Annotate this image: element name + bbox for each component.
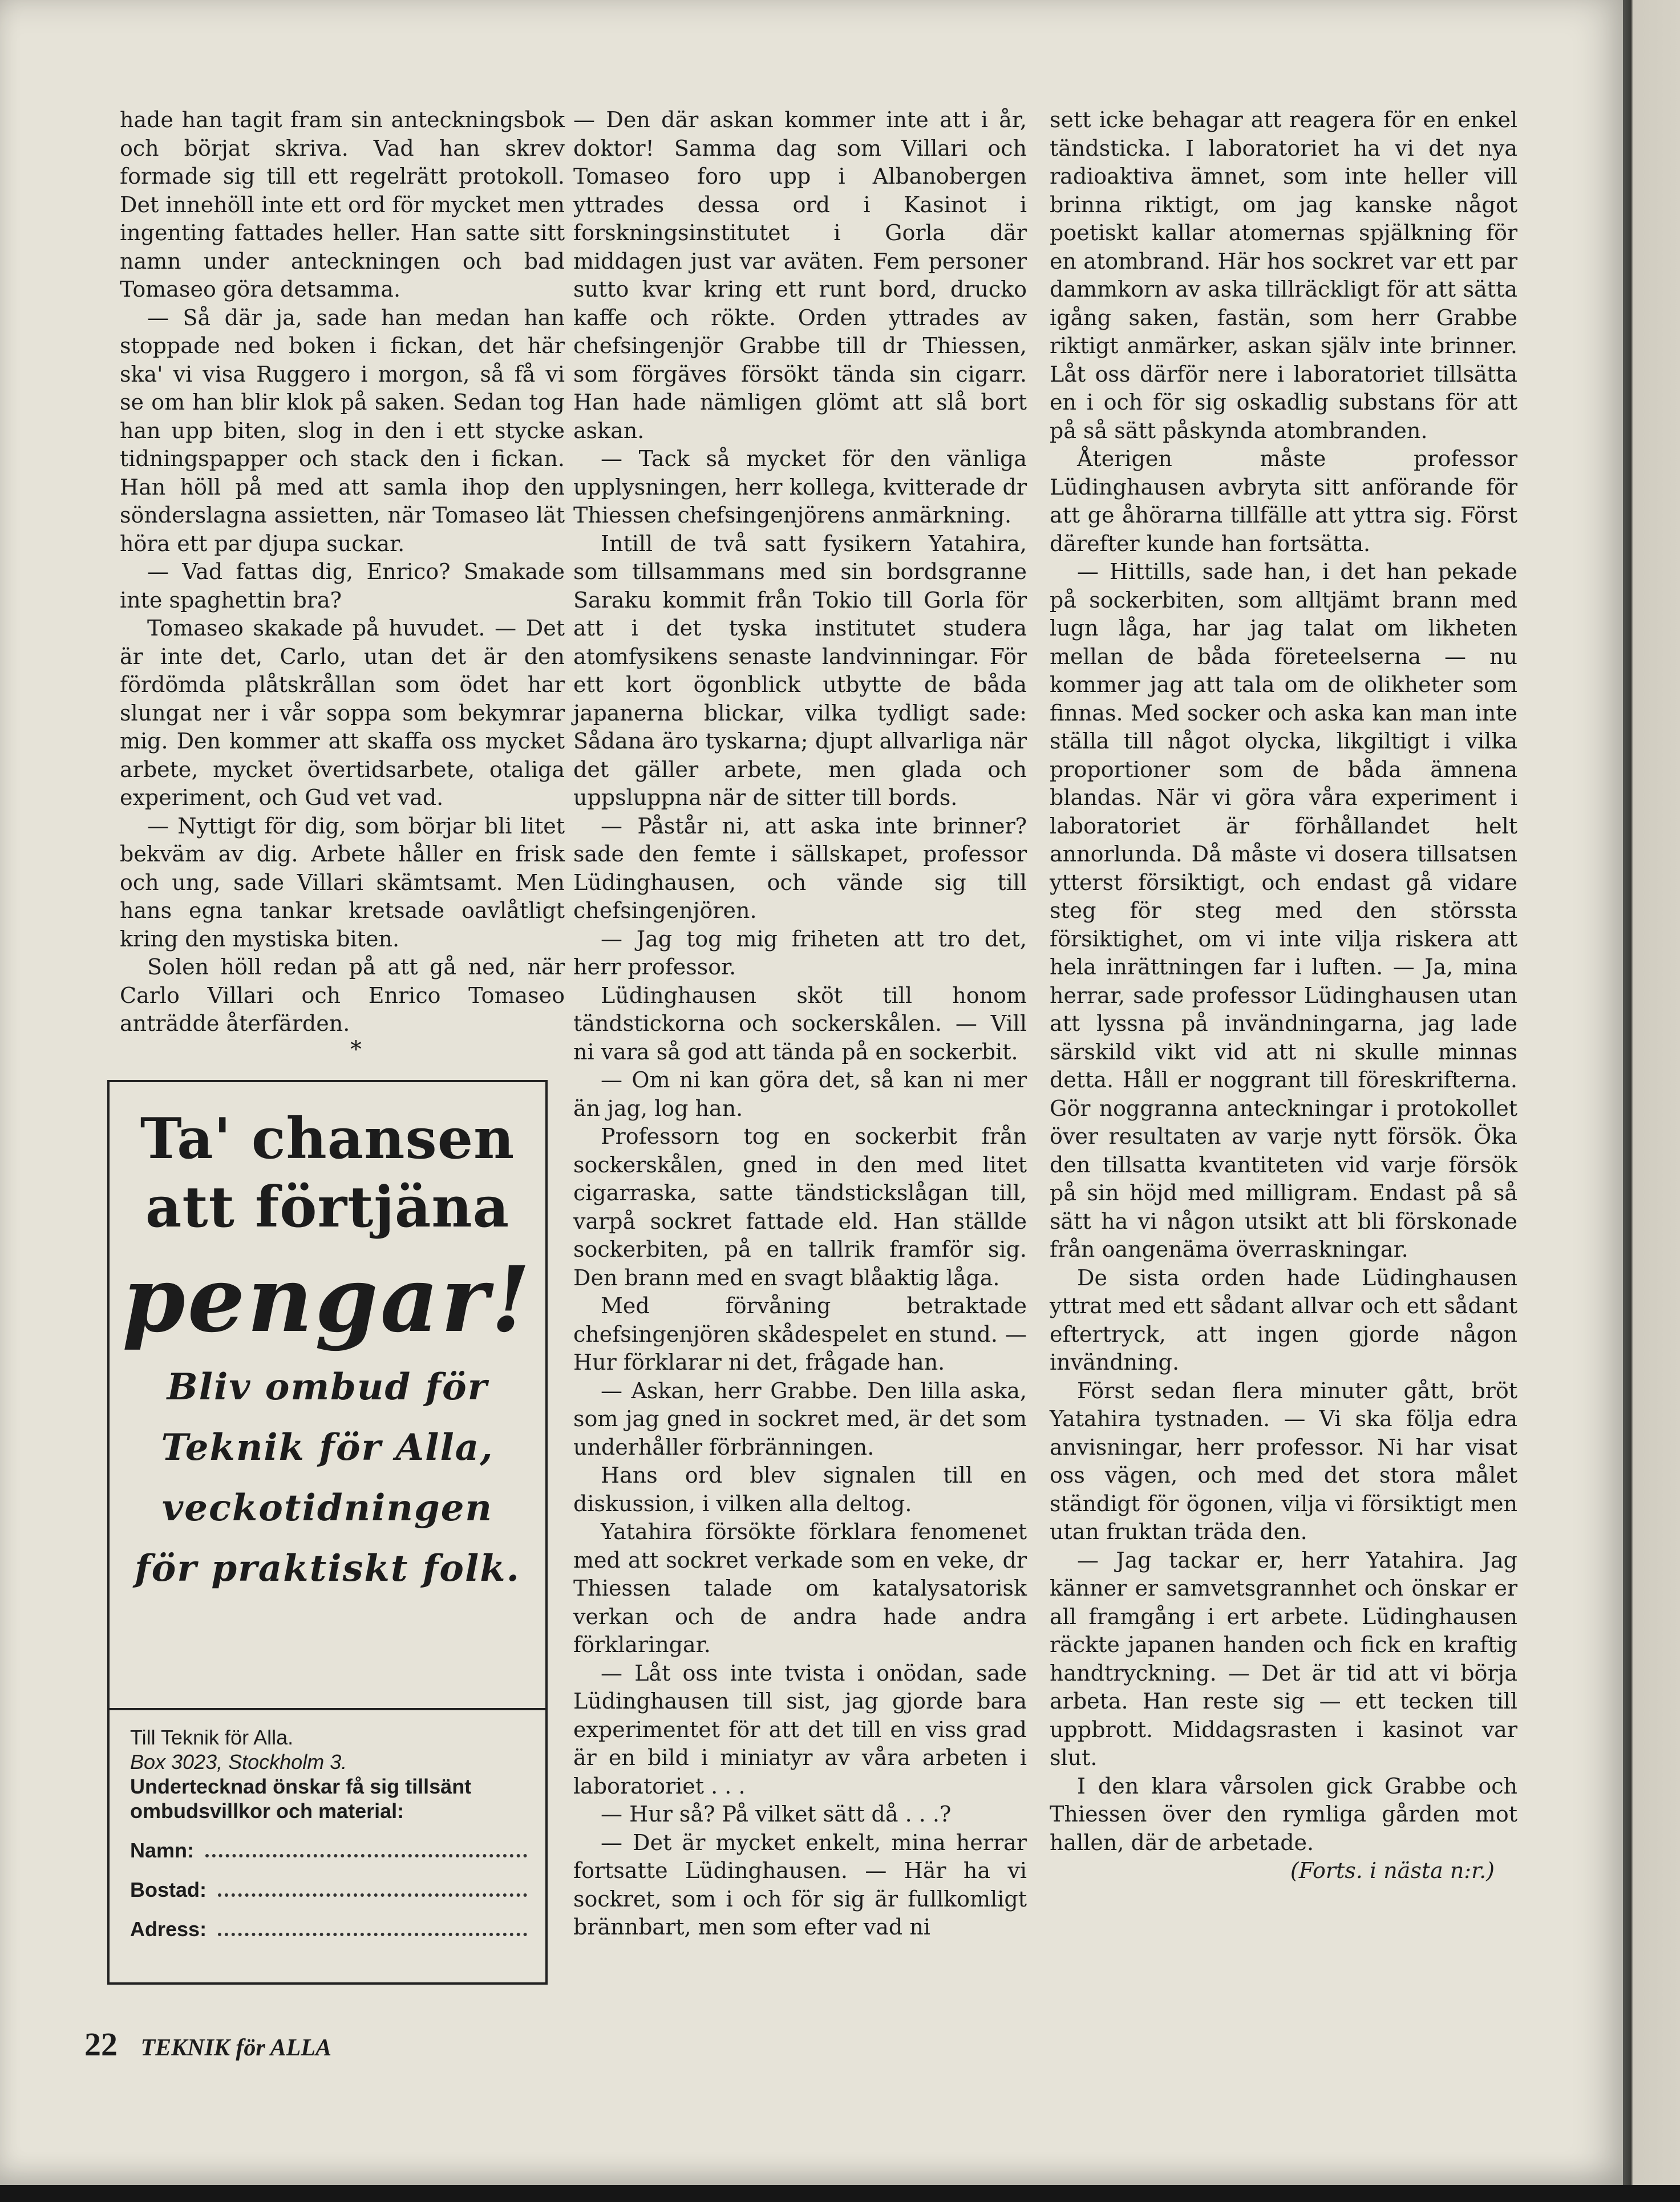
paragraph: hade han tagit fram sin anteckningsbok och börjat skriva. Vad han skrev formade sig till ett regelrätt protokoll. Det innehöll inte ett ord för mycket men ingenting fattades heller. Han satte sitt namn under anteckningen och bad Tomaseo göra detsamma. bbox=[120, 107, 565, 302]
paragraph: Först sedan flera minuter gått, bröt Yatahira tystnaden. — Vi ska följa edra anvisningar, herr professor. Ni har visat oss vägen, och med det stora målet ständigt för ögonen, vilja vi försiktigt men utan fruktan träda den. bbox=[1050, 1378, 1517, 1544]
paragraph: Hans ord blev signalen till en diskussion, i vilken alla deltog. bbox=[573, 1463, 1027, 1516]
paragraph: — Jag tackar er, herr Yatahira. Jag känner er samvetsgrannhet och önskar er all framgång i ert arbete. Lüdinghausen räckte japanen handen och fick en kraftig handtryckning. — Det är tid att vi börja arbeta. Han reste sig — ett tecken till uppbrott. Middagsrasten i kasinot var slut. bbox=[1050, 1547, 1517, 1770]
paragraph: Återigen måste professor Lüdinghausen avbryta sitt anförande för att ge åhörarna tillfälle att yttra sig. Först därefter kunde han fortsätta. bbox=[1050, 446, 1517, 556]
paragraph: Lüdinghausen sköt till honom tändstickorna och sockerskålen. — Vill ni vara så god att tända på en sockerbit. bbox=[573, 982, 1027, 1064]
paragraph: Yatahira försökte förklara fenomenet med att sockret verkade som en veke, dr Thiessen talade om katalysatorisk verkan och de andra hade andra förklaringar. bbox=[573, 1519, 1027, 1657]
ad-headline-line-2: att förtjäna bbox=[145, 1175, 510, 1240]
paragraph: — Låt oss inte tvista i onödan, sade Lüdinghausen till sist, jag gjorde bara experimentet för att det till en viss grad är en bild i miniatyr av våra arbeten i laboratoriet . . . bbox=[573, 1660, 1027, 1799]
address-dotted-line[interactable] bbox=[218, 1921, 527, 1936]
ad-body-line: för praktiskt folk. bbox=[135, 1547, 520, 1590]
ad-script-word: pengar! bbox=[122, 1247, 533, 1353]
text-column-2 bbox=[573, 106, 1027, 1942]
order-coupon bbox=[107, 1708, 548, 1987]
section-separator: * bbox=[350, 1036, 362, 1063]
paragraph: Professorn tog en sockerbit från sockerskålen, gned in den med litet cigarraska, satte tändstickslågan till, varpå sockret fattade eld. Han ställde sockerbiten, på en tallrik framför sig. Den brann med en svagt blåaktig låga. bbox=[573, 1124, 1027, 1290]
ad-body-line: Teknik för Alla, bbox=[161, 1426, 494, 1469]
paragraph: De sista orden hade Lüdinghausen yttrat med ett sådant allvar och ett sådant eftertryck, att ingen gjorde någon invändning. bbox=[1050, 1265, 1517, 1375]
coupon-request: Undertecknad önskar få sig tillsänt ombudsvillkor och material: bbox=[130, 1775, 472, 1823]
paragraph: — Hur så? På vilket sätt då . . .? bbox=[601, 1802, 952, 1827]
coupon-recipient: Till Teknik för Alla. bbox=[130, 1726, 294, 1749]
advertisement-box bbox=[107, 1080, 548, 1985]
ad-headline-line-1: Ta' chansen bbox=[140, 1106, 515, 1172]
name-dotted-line[interactable] bbox=[205, 1843, 527, 1857]
adjacent-page-edge bbox=[1623, 0, 1680, 2185]
page-number: 22 bbox=[84, 2026, 118, 2063]
text-column-3 bbox=[1050, 106, 1517, 1885]
ad-headline bbox=[110, 1105, 545, 1242]
coupon-box-address: Box 3023, Stockholm 3. bbox=[130, 1750, 347, 1774]
paragraph: — Så där ja, sade han medan han stoppade ned boken i fickan, det här ska' vi visa Ruggero i morgon, så få vi se om han blir klok på saken. Sedan tog han upp biten, slog in den i ett stycke tidningspapper och stack den i fickan. Han höll på med att samla ihop den sönderslagna assietten, när Tomaseo lät höra ett par djupa suckar. bbox=[120, 305, 565, 556]
address-field[interactable] bbox=[130, 1917, 527, 1941]
address-label: Adress: bbox=[130, 1917, 207, 1941]
ad-body bbox=[110, 1357, 545, 1599]
paragraph: — Den där askan kommer inte att i år, doktor! Samma dag som Villari och Tomaseo foro upp i Albanobergen yttrades dessa ord i Kasinot i forskningsinstitutet i Gorla där middagen just var aväten. Fem personer sutto kvar kring ett runt bord, drucko kaffe och rökte. Orden yttrades av chefsingenjör Grabbe till dr Thiessen, som förgäves försökt tända sin cigarr. Han hade nämligen glömt att slå bort askan. bbox=[573, 107, 1027, 443]
paragraph: Intill de två satt fysikern Yatahira, som tillsammans med sin bordsgranne Saraku kommit från Tokio till Gorla för att i det tyska institutet studera atomfysikens senaste landvinningar. För ett kort ögonblick utbytte de båda japanerna blickar, vilka tydligt sade: Sådana äro tyskarna; djupt allvarliga när det gäller arbete, men glada och uppsluppna när de sitter till bords. bbox=[573, 531, 1027, 810]
ad-body-line: Bliv ombud för bbox=[167, 1366, 488, 1408]
continuation-note: (Forts. i nästa n:r.) bbox=[1290, 1858, 1495, 1883]
paragraph: — Om ni kan göra det, så kan ni mer än jag, log han. bbox=[573, 1067, 1027, 1121]
paragraph: — Vad fattas dig, Enrico? Smakade inte spaghettin bra? bbox=[120, 559, 565, 613]
residence-dotted-line[interactable] bbox=[218, 1882, 527, 1897]
paragraph: — Jag tog mig friheten att tro det, herr professor. bbox=[573, 926, 1027, 979]
paragraph: — Påstår ni, att aska inte brinner? sade den femte i sällskapet, professor Lüdinghausen, och vände sig till chefsingenjören. bbox=[573, 813, 1027, 923]
page-footer bbox=[84, 2025, 331, 2063]
name-field[interactable] bbox=[130, 1838, 527, 1863]
paragraph: — Tack så mycket för den vänliga upplysningen, herr kollega, kvitterade dr Thiessen chefsingenjörens anmärkning. bbox=[573, 446, 1027, 528]
paragraph: Solen höll redan på att gå ned, när Carlo Villari och Enrico Tomaseo anträdde återfärden. bbox=[120, 954, 565, 1036]
magazine-name: TEKNIK för ALLA bbox=[140, 2035, 331, 2061]
name-label: Namn: bbox=[130, 1839, 195, 1862]
residence-field[interactable] bbox=[130, 1877, 527, 1902]
paragraph: — Det är mycket enkelt, mina herrar fortsatte Lüdinghausen. — Här ha vi sockret, som i och för sig är fullkomligt brännbart, men som efter vad ni bbox=[573, 1829, 1027, 1940]
paragraph: I den klara vårsolen gick Grabbe och Thiessen över den rymliga gården mot hallen, där de arbetade. bbox=[1050, 1773, 1517, 1855]
text-column-1 bbox=[120, 106, 565, 1061]
residence-label: Bostad: bbox=[130, 1878, 207, 1901]
paragraph: — Askan, herr Grabbe. Den lilla aska, som jag gned in sockret med, är det som underhåller förbränningen. bbox=[573, 1378, 1027, 1460]
paragraph: — Nyttigt för dig, som börjar bli litet bekväm av dig. Arbete håller en frisk och ung, sade Villari skämtsamt. Men hans egna tankar kretsade oavlåtligt kring den mystiska biten. bbox=[120, 813, 565, 952]
paragraph: — Hittills, sade han, i det han pekade på sockerbiten, som alltjämt brann med lugn låga, har jag talat om likheten mellan de båda företeelserna — nu kommer jag att tala om de olikheter som finnas. Med socker och aska kan man inte ställa till något olycka, likgiltigt i vilka proportioner som de båda ämnena blandas. När vi göra våra experiment i laboratoriet är förhållandet helt annorlunda. Då måste vi dosera tillsatsen ytterst försiktigt, och endast gå vidare steg för steg med den störssta försiktighet, om vi inte vilja riskera att hela inrättningen far i luften. — Ja, mina herrar, sade professor Lüdinghausen utan att lyssna på invändningarna, jag lade särskild vikt vid att ni skulle minnas detta. Håll er noggrant till föreskrifterna. Gör noggranna anteckningar i protokollet över resultaten av varje nytt försök. Öka den tillsatta kvantiteten vid varje försök på sin höjd med milligram. Endast på så sätt ha vi någon utsikt att bli förskonade från oangenäma överraskningar. bbox=[1050, 559, 1517, 1262]
ad-body-line: veckotidningen bbox=[162, 1487, 493, 1529]
paragraph: sett icke behagar att reagera för en enkel tändsticka. I laboratoriet ha vi det nya radioaktiva ämnet, som inte heller vill brinna riktigt, om jag kanske något poetiskt kallar atomernas spjälkning för en atombrand. Här hos sockret var ett par dammkorn av aska tillräckligt för att sätta igång saken, fastän, som herr Grabbe riktigt anmärker, askan själv inte brinner. Låt oss därför nere i laboratoriet tillsätta en i och för sig oskadlig substans för att på så sätt påskynda atombranden. bbox=[1050, 107, 1517, 443]
paragraph: Tomaseo skakade på huvudet. — Det är inte det, Carlo, utan det är den fördömda plåtskrållan som ödet har slungat ner i vår soppa som bekymrar mig. Den kommer att skaffa oss mycket arbete, mycket övertidsarbete, otaliga experiment, och Gud vet vad. bbox=[120, 616, 565, 810]
paragraph: Med förvåning betraktade chefsingenjören skådespelet en stund. — Hur förklarar ni det, frågade han. bbox=[573, 1293, 1027, 1375]
